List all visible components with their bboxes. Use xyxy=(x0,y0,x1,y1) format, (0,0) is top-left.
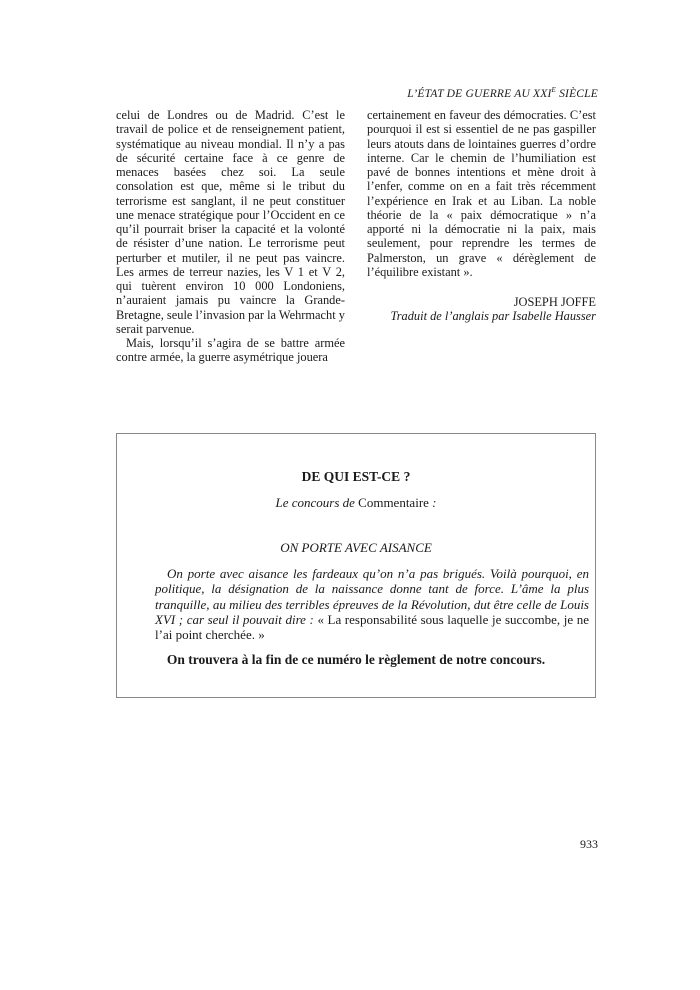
article-paragraph: celui de Londres ou de Madrid. C’est le travail de police et de renseignement patient, systématique au niveau mondial. Il n’y a pas de sécurité certaine face à ce genre de menaces basées chez soi. La seule consolation est que, même si le tribut du terrorisme est sanglant, il ne peut constituer une menace stratégique pour l’Occident en ce qu’il pourrait briser la capacité et la volonté de résister d’une nation. Le terrorisme peut perturber et mutiler, il ne peut pas vaincre. Les armes de terreur nazies, les V 1 et V 2, qui tuèrent environ 10 000 Londoniens, n’auraient jamais pu vaincre la Grande-Bretagne, seule l’invasion par la Wehrmacht y serait parvenue. xyxy=(116,108,345,336)
contest-box xyxy=(116,433,596,698)
running-header-title: L’ÉTAT DE GUERRE AU XXI xyxy=(407,87,552,100)
translator-credit: Traduit de l’anglais par Isabelle Hausser xyxy=(390,309,596,324)
article-paragraph: certainement en faveur des démocraties. C’est pourquoi il est si essentiel de ne pas gaspiller leurs atouts dans de lointaines guerres d’ordre interne. Car le chemin de l’humiliation est pavé de bonnes intentions et mène droit à l’enfer, comme on en a fait très récemment l’expérience en Irak et au Liban. La noble théorie de la « paix démocratique » n’a apporté ni la démocratie ni la paix, mais seulement, pour reprendre les termes de Palmerston, un grave « dérèglement de l’équilibre existant ». xyxy=(367,108,596,279)
author-name: JOSEPH JOFFE xyxy=(513,295,596,309)
article-paragraph: Mais, lorsqu’il s’agira de se battre armée contre armée, la guerre asymétrique jouera xyxy=(116,336,345,365)
contest-subtitle-journal: Commentaire xyxy=(358,495,429,510)
contest-footer: On trouvera à la fin de ce numéro le règlement de notre concours. xyxy=(166,652,546,667)
contest-quote-roman: « La responsabilité sous laquelle je succombe, je ne l’ai point cherchée. » xyxy=(155,611,589,643)
article-right-column xyxy=(367,108,596,324)
contest-title: DE QUI EST-CE ? xyxy=(301,469,411,484)
running-header xyxy=(380,86,598,100)
page-number: 933 xyxy=(580,837,598,851)
contest-subtitle-colon: : xyxy=(428,495,437,510)
article-left-column xyxy=(116,108,345,365)
running-header-title-end: SIÈCLE xyxy=(556,87,598,100)
contest-quote-italic: On porte avec aisance les fardeaux qu’on n’a pas brigués. Voilà pourquoi, en politique, la désignation de la naissance donne tant de force. L’âme la plus tranquille, au milieu des terribles épreuves de la Révolution, dut être celle de Louis XVI ; car seul il pouvait dire : xyxy=(155,566,589,627)
contest-quote xyxy=(155,566,589,642)
contest-subtitle xyxy=(117,495,595,511)
contest-heading: ON PORTE AVEC AISANCE xyxy=(280,540,432,555)
running-header-superscript: E xyxy=(551,86,557,94)
contest-subtitle-italic: Le concours de xyxy=(275,495,359,510)
